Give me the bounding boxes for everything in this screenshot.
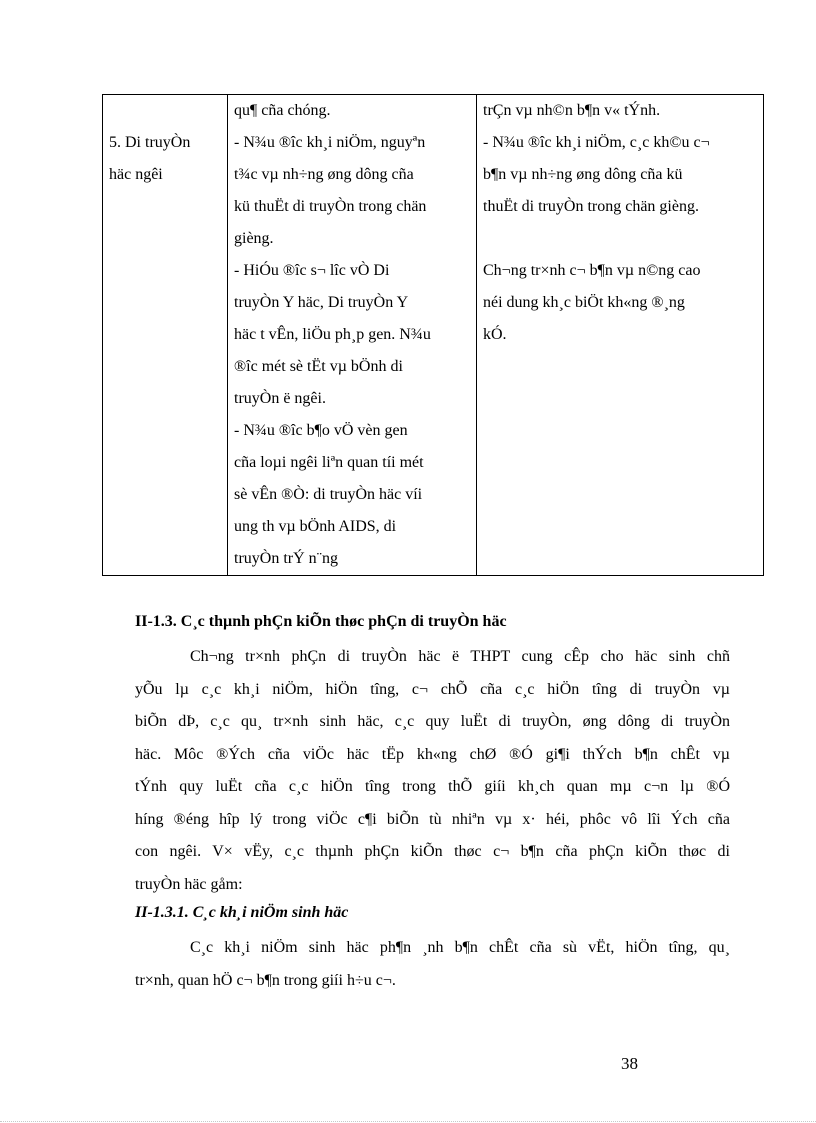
cell-line: häc t vÊn, liÖu ph¸p gen. N¾u xyxy=(234,326,431,343)
cell-line: ung th vµ bÖnh AIDS, di xyxy=(234,518,397,535)
cell-line: - HiÓu ®îc s¬ lîc vÒ Di xyxy=(234,262,390,279)
cell-line: ®îc mét sè tËt vµ bÖnh di xyxy=(234,358,403,375)
footer-rule xyxy=(0,1121,816,1122)
cell-line: - N¾u ®îc kh¸i niÖm, nguyªn xyxy=(234,134,426,151)
cell-line: truyÒn trÝ n¨ng xyxy=(234,550,338,567)
cell-line: truyÒn Y häc, Di truyÒn Y xyxy=(234,294,409,311)
topic-lines xyxy=(109,95,221,191)
cell-line: häc ngêi xyxy=(109,166,163,183)
paragraph-line: tÝnh quy luËt cña c¸c hiÖn tîng trong thÕ giíi kh¸ch quan mµ c¬n lµ ®Ó xyxy=(135,778,730,795)
paragraph-line: häc. Môc ®Ých cña viÖc häc tËp kh«ng chØ ®Ó gi¶i thÝch b¶n chÊt vµ xyxy=(135,745,730,763)
curriculum-table xyxy=(102,94,764,576)
cell-line: Ch¬ng tr×nh c¬ b¶n vµ n©ng cao xyxy=(483,262,701,279)
cell-line: cña loµi ngêi liªn quan tíi mét xyxy=(234,454,424,471)
paragraph-line: Ch¬ng tr×nh phÇn di truyÒn häc ë THPT cung cÊp cho häc sinh chñ xyxy=(190,648,730,665)
paragraph-line: tr×nh, quan hÖ c¬ b¶n trong giíi h÷u c¬. xyxy=(135,971,396,989)
page-number: 38 xyxy=(621,1054,638,1073)
subsection-heading: II-1.3.1. C¸c kh¸i niÖm sinh häc xyxy=(135,904,349,921)
topic-cell xyxy=(103,95,228,576)
cell-line: kÓ. xyxy=(483,326,507,343)
cell-line: néi dung kh¸c biÖt kh«ng ®¸ng xyxy=(483,294,685,311)
paragraph-line: yÕu lµ c¸c kh¸i niÖm, hiÖn tîng, c¬ chÕ cña c¸c hiÖn tîng di truyÒn vµ xyxy=(135,680,730,698)
paragraph-concepts xyxy=(135,932,730,997)
cell-line: - N¾u ®îc b¶o vÖ vèn gen xyxy=(234,422,408,439)
table-row xyxy=(103,95,764,576)
cell-line: - N¾u ®îc kh¸i niÖm, c¸c kh©u c¬ xyxy=(483,134,710,151)
cell-line: t¾c vµ nh÷ng øng dông cña xyxy=(234,166,414,183)
cell-line: trÇn vµ nh©n b¶n v« tÝnh. xyxy=(483,102,661,119)
section-heading: II-1.3. C¸c thµnh phÇn kiÕn thøc phÇn di truyÒn häc xyxy=(135,613,507,630)
cell-line: sè vÊn ®Ò: di truyÒn häc víi xyxy=(234,486,423,503)
cell-line: kü thuËt di truyÒn trong chän xyxy=(234,198,427,215)
objectives-cell xyxy=(228,95,477,576)
comparison-cell xyxy=(477,95,764,576)
paragraph-line: truyÒn häc gåm: xyxy=(135,875,243,893)
cell-line: thuËt di truyÒn trong chän gièng. xyxy=(483,198,699,215)
paragraph-line: con ngêi. V× vËy, c¸c thµnh phÇn kiÕn thøc c¬ b¶n cña phÇn kiÕn thøc di xyxy=(135,843,730,860)
cell-line: truyÒn ë ngêi. xyxy=(234,390,326,407)
paragraph-line: biÕn dÞ, c¸c qu¸ tr×nh sinh häc, c¸c quy luËt di truyÒn, øng dông di truyÒn xyxy=(135,713,730,730)
cell-line: b¶n vµ nh÷ng øng dông cña kü xyxy=(483,166,683,183)
cell-line: gièng. xyxy=(234,230,274,247)
cell-line: 5. Di truyÒn xyxy=(109,134,191,151)
paragraph-components xyxy=(135,641,730,901)
cell-line-blank xyxy=(483,223,757,255)
paragraph-line: C¸c kh¸i niÖm sinh häc ph¶n ¸nh b¶n chÊt cña sù vËt, hiÖn tîng, qu¸ xyxy=(190,939,730,956)
cell-line: qu¶ cña chóng. xyxy=(234,102,331,119)
paragraph-line: híng ®éng hîp lý trong viÖc c¶i biÕn tù nhiªn vµ x· héi, phôc vô lîi Ých cña xyxy=(135,810,730,828)
